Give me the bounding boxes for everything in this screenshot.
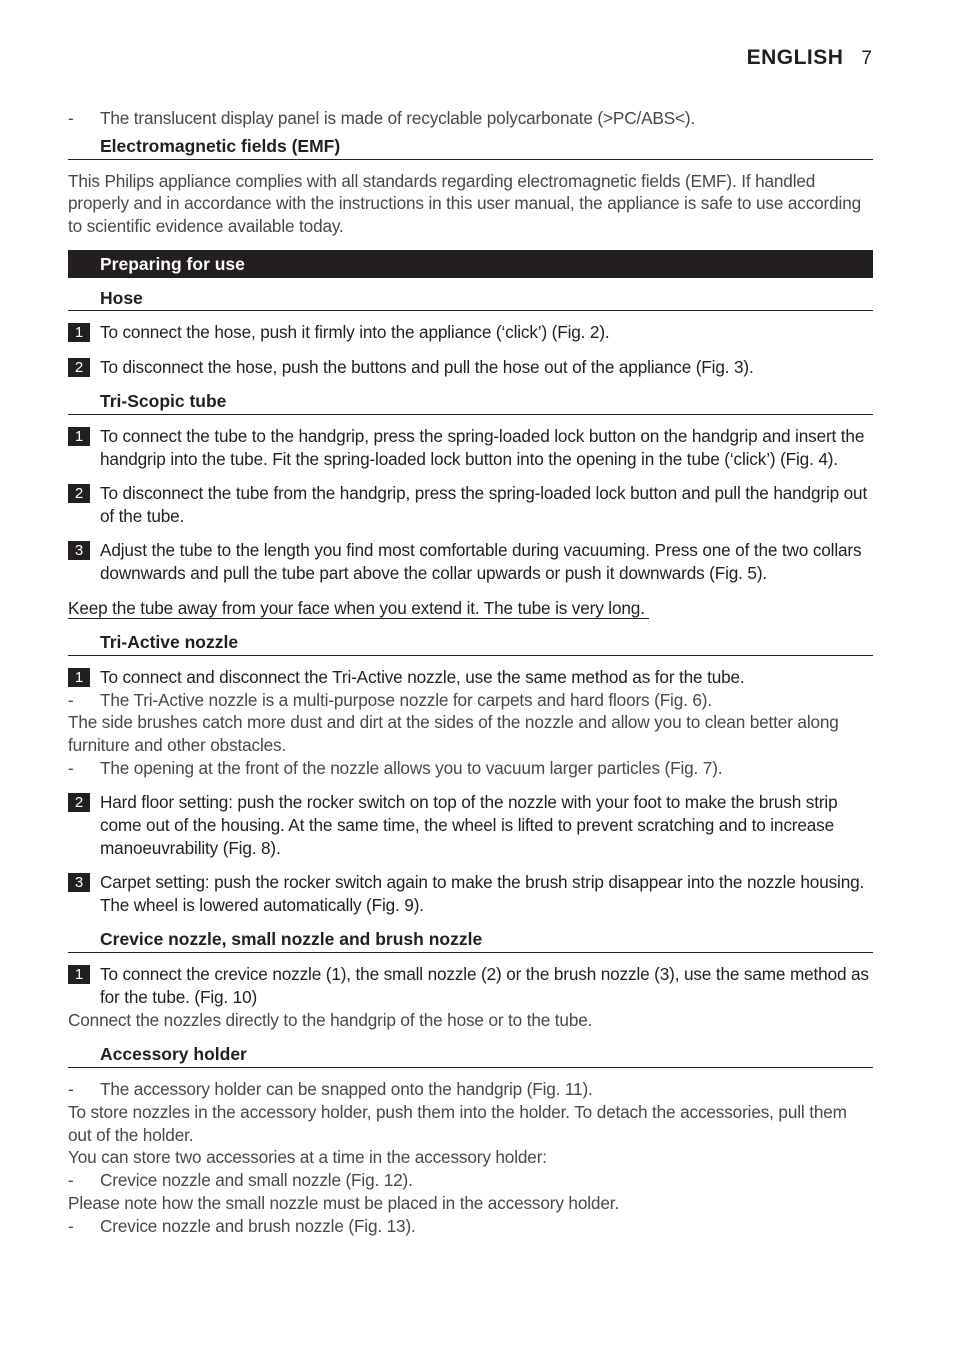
nozzle-step-2 — [68, 791, 873, 859]
list-item — [68, 757, 873, 780]
section-heading-preparing: Preparing for use — [68, 250, 873, 278]
list-item — [68, 1169, 873, 1192]
hose-heading: Hose — [68, 287, 873, 312]
list-item — [68, 1078, 873, 1101]
nozzle-step-3 — [68, 871, 873, 917]
page-header — [747, 46, 872, 70]
emf-body: This Philips appliance complies with all standards regarding electromagnetic fields (EMF). If handled properly and in accordance with the instructions in this user manual, the appliance is safe to use according to scientific evidence available today. — [68, 170, 862, 237]
step-number: 3 — [68, 541, 90, 560]
hose-step-2 — [68, 356, 873, 379]
list-item — [68, 689, 873, 712]
crevice-body: Connect the nozzles directly to the handgrip of the hose or to the tube. — [68, 1009, 593, 1030]
step-number: 2 — [68, 793, 90, 812]
list-item — [68, 107, 873, 130]
step-text: To connect the hose, push it firmly into the appliance (‘click’) (Fig. 2). — [100, 322, 610, 343]
nozzle-body: The side brushes catch more dust and dirt at the sides of the nozzle and allow you to clean better along furniture and other obstacles. — [68, 712, 839, 756]
tube-step-1 — [68, 425, 873, 471]
dash-marker: - — [68, 757, 74, 778]
step-text: To disconnect the tube from the handgrip, press the spring-loaded lock button and pull the handgrip out of the tube. — [100, 483, 868, 526]
step-number: 1 — [68, 965, 90, 984]
bullet-text: Crevice nozzle and brush nozzle (Fig. 13). — [100, 1215, 416, 1236]
tube-step-2 — [68, 482, 873, 528]
step-number: 2 — [68, 484, 90, 503]
step-text: Adjust the tube to the length you find most comfortable during vacuuming. Press one of the two collars downwards and pull the tube part above the collar upwards or push it downwards (Fig. 5). — [100, 540, 862, 584]
tube-heading: Tri-Scopic tube — [68, 390, 873, 415]
nozzle-step-1 — [68, 666, 873, 689]
tube-step-3 — [68, 539, 873, 585]
page-number: 7 — [861, 48, 872, 69]
step-text: To connect and disconnect the Tri-Active nozzle, use the same method as for the tube. — [100, 666, 745, 687]
tube-caution-note — [68, 597, 873, 620]
dash-marker: - — [68, 1079, 74, 1100]
step-number: 1 — [68, 427, 90, 446]
hose-step-1 — [68, 321, 873, 344]
emf-heading: Electromagnetic fields (EMF) — [68, 135, 873, 160]
bullet-text: The accessory holder can be snapped onto the handgrip (Fig. 11). — [100, 1079, 593, 1100]
page-content — [68, 107, 873, 1238]
step-number: 1 — [68, 323, 90, 342]
recycle-note: The translucent display panel is made of recyclable polycarbonate (>PC/ABS<). — [100, 108, 696, 128]
holder-body-3: Please note how the small nozzle must be placed in the accessory holder. — [68, 1193, 619, 1214]
holder-body-2: You can store two accessories at a time in the accessory holder: — [68, 1147, 547, 1168]
dash-marker: - — [68, 689, 74, 710]
step-number: 3 — [68, 873, 90, 892]
bullet-text: Crevice nozzle and small nozzle (Fig. 12). — [100, 1170, 413, 1191]
crevice-heading: Crevice nozzle, small nozzle and brush nozzle — [68, 928, 873, 953]
list-item — [68, 1215, 873, 1238]
dash-marker: - — [68, 1170, 74, 1191]
step-text: Hard floor setting: push the rocker switch on top of the nozzle with your foot to make the brush strip come out of the housing. At the same time, the wheel is lifted to prevent scratching and to increase manoeuvrability (Fig. 8). — [100, 792, 838, 858]
crevice-step-1 — [68, 963, 873, 1009]
nozzle-heading: Tri-Active nozzle — [68, 631, 873, 656]
bullet-text: The opening at the front of the nozzle allows you to vacuum larger particles (Fig. 7). — [100, 757, 723, 778]
language-label: ENGLISH — [746, 46, 844, 69]
step-text: To disconnect the hose, push the buttons and pull the hose out of the appliance (Fig. 3). — [100, 356, 754, 377]
bullet-text: The Tri-Active nozzle is a multi-purpose nozzle for carpets and hard floors (Fig. 6). — [100, 689, 712, 710]
step-number: 1 — [68, 668, 90, 687]
dash-marker: - — [68, 1215, 74, 1236]
caution-text: Keep the tube away from your face when you extend it. The tube is very long. — [68, 598, 649, 619]
step-text: To connect the crevice nozzle (1), the small nozzle (2) or the brush nozzle (3), use the same method as for the tube. (Fig. 10) — [100, 964, 869, 1008]
step-text: Carpet setting: push the rocker switch again to make the brush strip disappear into the nozzle housing. The wheel is lowered automatically (Fig. 9). — [100, 872, 865, 916]
holder-heading: Accessory holder — [68, 1043, 873, 1068]
holder-body-1: To store nozzles in the accessory holder, push them into the holder. To detach the accessories, pull them out of the holder. — [68, 1101, 847, 1145]
step-text: To connect the tube to the handgrip, press the spring-loaded lock button on the handgrip and insert the handgrip into the tube. Fit the spring-loaded lock button into the opening in the tube (‘click’) (Fig. 4). — [100, 425, 865, 469]
dash-marker: - — [68, 108, 74, 128]
step-number: 2 — [68, 358, 90, 377]
